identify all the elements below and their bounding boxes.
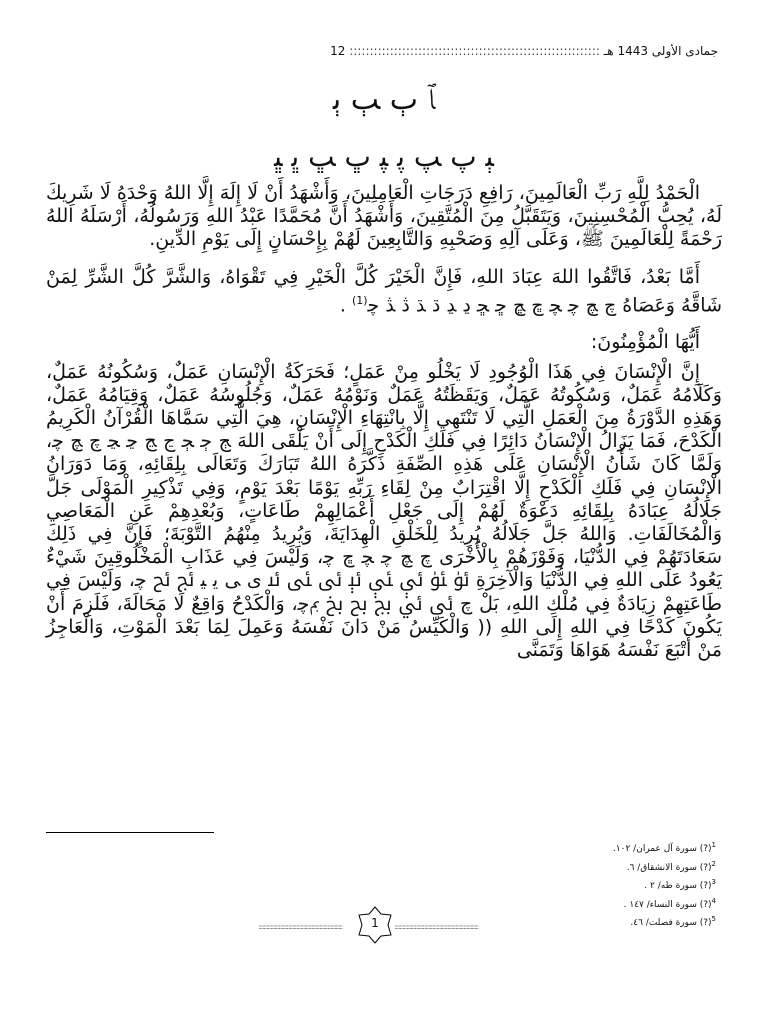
basmala-glyphs-line2: ﭕ ﭖ ﭗ ﭘ ﭙ ﭚ ﭛ ﭜ ﭝ — [274, 140, 494, 173]
footer-dots-left: :::::::::::::::::::::::::::::::::::::::::::::::::::::::::::::: — [258, 923, 343, 931]
page-footer — [0, 905, 768, 945]
paragraph-opening: الْحَمْدُ لِلَّهِ رَبِّ الْعَالَمِينَ، رَافِعِ دَرَجَاتِ الْعَامِلِينَ، وَأَشْهَدُ أَنْ لَا إِلَهَ إِلَّا اللهُ وَحْدَهُ لَا شَرِيكَ لَهُ، يُحِبُّ الْمُحْسِنِينَ، وَيَتَقَبَّلُ مِنَ الْمُتَّقِينَ، وَأَشْهَدُ أَنَّ مُحَمَّدًا عَبْدُ اللهِ وَرَسُولُهُ، أَرْسَلَهُ اللهُ رَحْمَةً لِلْعَالَمِينَ ﷺ، وَعَلَى آلِهِ وَصَحْبِهِ وَالتَّابِعِينَ لَهُمْ بِإِحْسَانٍ إِلَى يَوْمِ الدِّينِ. — [46, 182, 722, 251]
header-date: جمادى الأولى 1443 هـ — [603, 44, 718, 58]
paragraph-main: إِنَّ الْإِنْسَانَ فِي هَذَا الْوُجُودِ لَا يَخْلُو مِنْ عَمَلٍ؛ فَحَرَكَةُ الْإِنْسَانِ عَمَلٌ، وَسُكُونُهُ عَمَلٌ، وَكَلَامُهُ عَمَلٌ، وَسُكُوتُهُ عَمَلٌ، وَيَقَظَتُهُ عَمَلٌ وَنَوْمُهُ عَمَلٌ، وَجُلُوسُهُ عَمَلٌ، وَقِيَامُهُ عَمَلٌ، وَهَذِهِ الدَّوْرَةُ مِنَ الْعَمَلِ الَّتِي لَا تَنْتَهِي إِلَّا بِانْتِهَاءِ الْإِنْسَانِ، هِيَ الَّتِي سَمَّاهَا الْقُرْآنُ الْكَرِيمُ الْكَدْحَ، فَمَا يَزَالُ الْإِنْسَانُ دَائِرًا فِي فَلَكِ الْكَدْحِ إِلَى أَنْ يَلْقَى اللهَ ﭳ ﭴ ﭵ ﭶ ﭷ ﭸ ﭹ ﭺ ﭻ ﭼ، وَلَمَّا كَانَ شَأْنُ الْإِنْسَانِ عَلَى هَذِهِ الصِّفَةِ ذَكَّرَهُ اللهُ تَبَارَكَ وَتَعَالَى بِلِقَائِهِ، وَمَا دَوَرَانُ الْإِنْسَانِ فِي فَلَكِ الْكَدْحِ إِلَّا اقْتِرَابٌ مِنْ لِقَاءِ رَبِّهِ يَوْمًا بَعْدَ يَوْمٍ، وَفِي تَذْكِيرِ الْمَوْلَى جَلَّ جَلَالُهُ عِبَادَهُ بِلِقَائِهِ دَعْوَةٌ لَهُمْ إِلَى جَعْلِ أَعْمَالِهِمْ طَاعَاتٍ، وَبُعْدِهِمْ عَنِ الْمَعَاصِي وَالْمُخَالَفَاتِ. وَاللهُ جَلَّ جَلَالُهُ يُرِيدُ لِلْخَلْقِ الْهِدَايَةَ، وَيُرِيدُ مِنْهُمُ التَّوْبَةَ؛ فَإِنَّ فِي ذَلِكَ سَعَادَتَهُمْ فِي الدُّنْيَا، وَفَوْزَهُمْ بِالْأُخْرَى ﭺ ﭻ ﭼ ﭽ ﭾ ﭼ، وَلَيْسَ فِي عَذَابِ الْمَخْلُوقِينَ شَيْءٌ يَعُودُ عَلَى اللهِ فِي الدُّنْيَا وَالْآخِرَةِ ﯴ ﯵ ﯶ ﯷ ﯸ ﯹ ﯺ ﯻ ﯼ ﯽ ﯾ ﯿ ﰀ ﰁ ﭼ، وَلَيْسَ فِي طَاعَتِهِمْ زِيَادَةٌ فِي مُلْكِ اللهِ، بَلْ ﭺ ﰃ ﰄ ﰅ ﰆ ﰇ ﰈﭼ، وَالْكَدْحُ وَاقِعٌ لَا مَحَالَةَ، فَلَزِمَ أَنْ يَكُونَ كَدْحًا فِي اللهِ إِلَى اللهِ (( وَالْكَيِّسُ مَنْ دَانَ نَفْسَهُ وَعَمِلَ لِمَا بَعْدَ الْمَوْتِ، وَالْعَاجِزُ مَنْ أَتْبَعَ نَفْسَهُ هَوَاهَا وَتَمَنَّى — [46, 360, 722, 661]
footnote-separator — [46, 832, 214, 833]
footnote-item: $^3$(?) سورة طه/ ٢ . — [644, 878, 716, 891]
paragraph-address: أَيُّهَا الْمُؤْمِنُونَ: — [590, 331, 700, 354]
paragraph-taqwa: أَمَّا بَعْدُ، فَاتَّقُوا اللهَ عِبَادَ اللهِ، فَإِنَّ الْخَيْرَ كُلَّ الْخَيْرِ فِي تَقْوَاهُ، وَالشَّرَّ كُلَّ الشَّرِّ لِمَنْ شَاقَّهُ وَعَصَاهُ ﭺ ﭻ ﭼ ﭽ ﭾ ﭿ ﮀ ﮁ ﮂ ﮃ ﮄ ﮅ ﮆ ﮇ ﭼ$^{(1)}$ . — [46, 265, 722, 317]
footnote-item: $^4$(?) سورة النساء/ ١٤٧ . — [623, 896, 716, 910]
header-dots: :::::::::::::::::::::::::::::::::::::::::::::::::::::::::::::: — [349, 44, 600, 58]
footnote-item: $^1$(?) سورة آل عمران/ ١٠٢. — [612, 841, 716, 854]
footnote-item: $^2$(?) سورة الانشقاق/ ٦. — [626, 859, 716, 873]
footer-dots-right: :::::::::::::::::::::::::::::::::::::::::::::::::::::::::::::: — [394, 923, 479, 931]
basmala-glyphs: ﭑ ﭒ ﭓ ﭔ — [332, 82, 436, 117]
page-number: 1 — [371, 916, 379, 930]
header-page-number: 12 — [330, 44, 346, 58]
page-header — [50, 44, 718, 62]
footnote-ref-1[interactable]: (1) — [351, 293, 368, 307]
sermon-body — [46, 182, 722, 676]
footnote-item: $^5$(?) سورة فصلت/ ٤٦. — [630, 915, 716, 928]
